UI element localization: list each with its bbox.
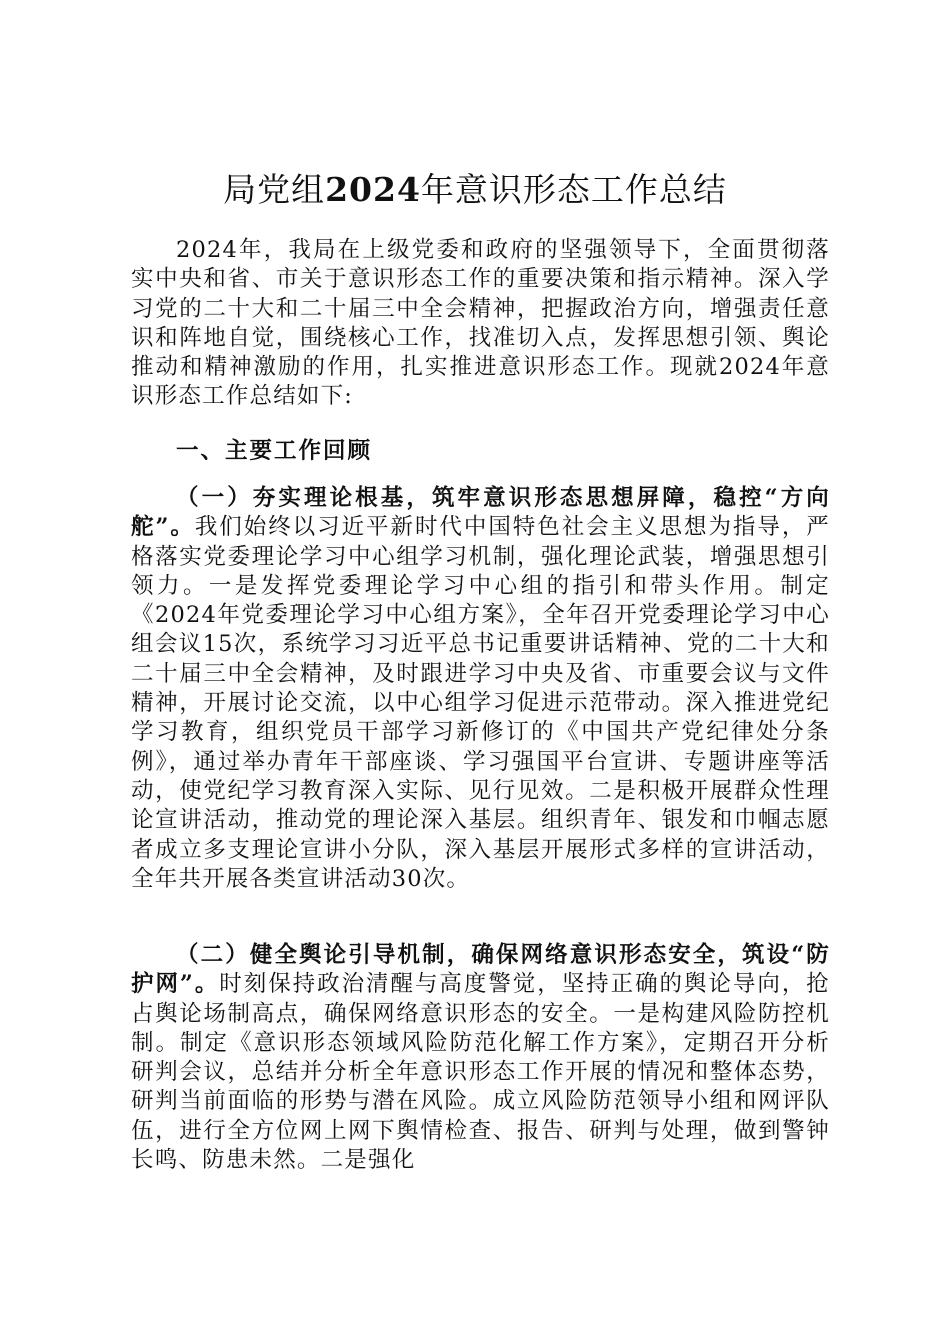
title-suffix: 年意识形态工作总结	[420, 170, 727, 209]
title-prefix: 局党组	[223, 170, 326, 209]
intro-paragraph: 2024年，我局在上级党委和政府的坚强领导下，全面贯彻落实中央和省、市关于意识形态工作的重要决策和指示精神。深入学习党的二十大和二十届三中全会精神，把握政治方向，增强责任意识和阵地自觉，围绕核心工作，找准切入点，发挥思想引领、舆论推动和精神激励的作用，扎实推进意识形态工作。现就2024年意识形态工作总结如下:	[131, 237, 830, 410]
item-body-public-opinion: 时刻保持政治清醒与高度警觉，坚持正确的舆论导向，抢占舆论场制高点，确保网络意识形态的安全。一是构建风险防控机制。制定《意识形态领域风险防范化解工作方案》，定期召开分析研判会议，总结并分析全年意识形态工作开展的情况和整体态势，研判当前面临的形势与潜在风险。成立风险防范领导小组和网评队伍，进行全方位网上网下舆情检查、报告、研判与处理，做到警钟长鸣、防患未然。二是强化	[131, 971, 830, 1174]
item-heading-theory: （一）夯实理论根基，筑牢意识形态思想屏障，稳控“方向舵”。	[131, 485, 830, 541]
title-year: 2024	[325, 170, 421, 209]
document-title	[0, 168, 950, 212]
item-body-theory: 我们始终以习近平新时代中国特色社会主义思想为指导，严格落实党委理论学习中心组学习机制，强化理论武装，增强思想引领力。一是发挥党委理论学习中心组的指引和带头作用。制定《2024年党委理论学习中心组方案》，全年召开党委理论学习中心组会议15次，系统学习习近平总书记重要讲话精神、党的二十大和二十届三中全会精神，及时跟进学习中央及省、市重要会议与文件精神，开展讨论交流，以中心组学习促进示范带动。深入推进党纪学习教育，组织党员干部学习新修订的《中国共产党纪律处分条例》，通过举办青年干部座谈、学习强国平台宣讲、专题讲座等活动，使党纪学习教育深入实际、见行见效。二是积极开展群众性理论宣讲活动，推动党的理论深入基层。组织青年、银发和巾帼志愿者成立多支理论宣讲小分队，深入基层开展形式多样的宣讲活动，全年共开展各类宣讲活动30次。	[131, 514, 831, 892]
section-heading-main-work-review: 一、主要工作回顾	[176, 438, 373, 464]
item-heading-public-opinion: （二）健全舆论引导机制，确保网络意识形态安全，筑设“防护网”。	[131, 942, 830, 998]
item-paragraph-public-opinion	[131, 941, 830, 1175]
item-paragraph-theory	[131, 484, 830, 894]
